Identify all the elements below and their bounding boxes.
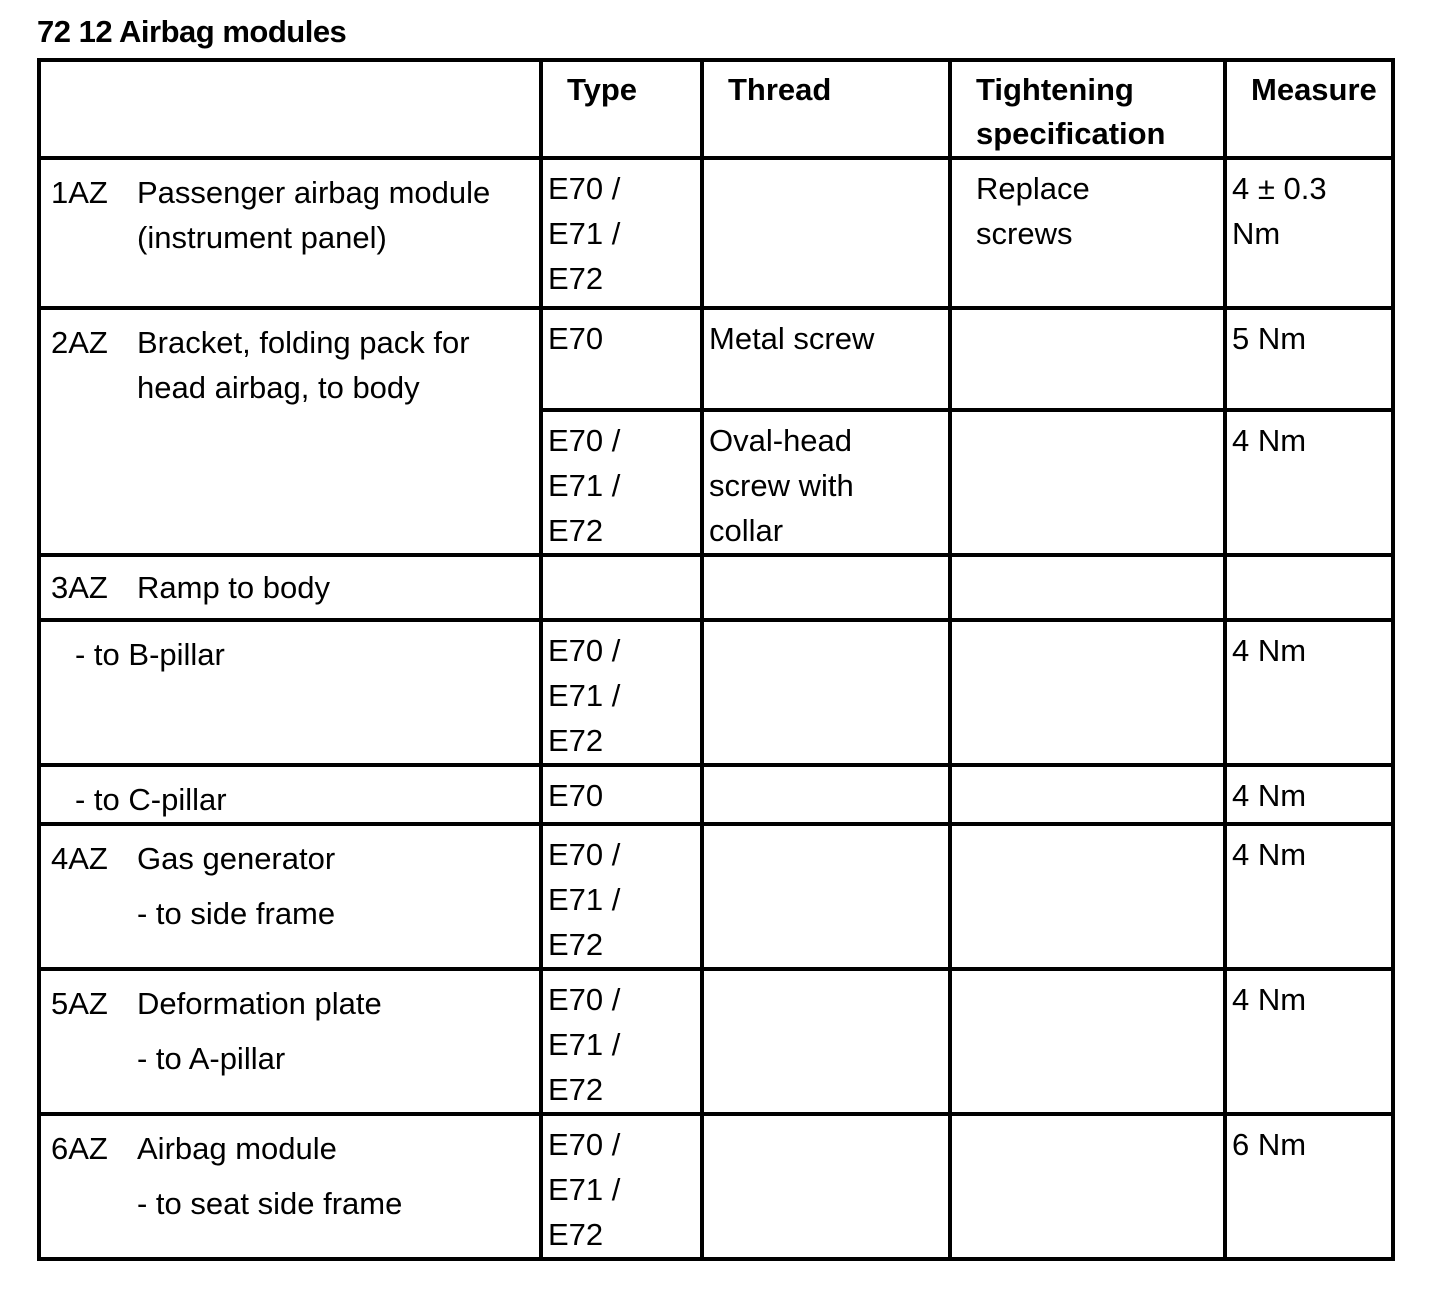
table-row bbox=[39, 308, 1393, 410]
type-cell bbox=[541, 555, 702, 620]
description-cell bbox=[39, 1114, 541, 1259]
item-description: Passenger airbag module (instrument panel) bbox=[137, 175, 491, 255]
spec-cell bbox=[950, 824, 1225, 969]
spec-cell: Replace screws bbox=[950, 158, 1225, 308]
header-tightening-line2: specification bbox=[976, 116, 1166, 151]
measure-cell: 4 Nm bbox=[1225, 824, 1393, 969]
item-description: - to B-pillar bbox=[75, 637, 225, 672]
item-code: 6AZ bbox=[51, 1131, 108, 1166]
type-cell: E70 / E71 / E72 bbox=[541, 824, 702, 969]
thread-cell: Metal screw bbox=[702, 308, 950, 410]
thread-cell bbox=[702, 765, 950, 824]
thread-cell bbox=[702, 620, 950, 765]
measure-cell: 4 Nm bbox=[1225, 620, 1393, 765]
table-row bbox=[39, 969, 1393, 1114]
item-code: 2AZ bbox=[51, 325, 108, 360]
description-cell bbox=[39, 158, 541, 308]
thread-cell bbox=[702, 158, 950, 308]
table-row bbox=[39, 1114, 1393, 1259]
type-cell: E70 bbox=[541, 308, 702, 410]
type-cell: E70 bbox=[541, 765, 702, 824]
measure-cell: 4 Nm bbox=[1225, 765, 1393, 824]
table-row bbox=[39, 555, 1393, 620]
item-code: 5AZ bbox=[51, 986, 108, 1021]
spec-cell bbox=[950, 969, 1225, 1114]
measure-cell: 4 ± 0.3 Nm bbox=[1225, 158, 1393, 308]
item-code: 4AZ bbox=[51, 841, 108, 876]
page-title: 72 12 Airbag modules bbox=[37, 14, 347, 49]
header-description bbox=[39, 60, 541, 158]
header-measure: Measure bbox=[1225, 60, 1393, 158]
item-description: Airbag module bbox=[137, 1131, 337, 1166]
description-cell bbox=[39, 765, 541, 824]
item-subdescription: - to A-pillar bbox=[137, 1041, 286, 1076]
measure-cell: 4 Nm bbox=[1225, 969, 1393, 1114]
table-row bbox=[39, 824, 1393, 969]
item-description: Bracket, folding pack for head airbag, to body bbox=[137, 325, 470, 405]
type-cell: E70 / E71 / E72 bbox=[541, 1114, 702, 1259]
header-tightening-line1: Tightening bbox=[976, 72, 1134, 107]
header-row bbox=[39, 60, 1393, 158]
spec-cell bbox=[950, 308, 1225, 410]
measure-cell: 6 Nm bbox=[1225, 1114, 1393, 1259]
spec-cell bbox=[950, 620, 1225, 765]
type-cell: E70 / E71 / E72 bbox=[541, 620, 702, 765]
description-cell bbox=[39, 620, 541, 765]
item-description: - to C-pillar bbox=[75, 782, 227, 817]
thread-cell bbox=[702, 824, 950, 969]
item-description: Gas generator bbox=[137, 841, 336, 876]
spec-cell bbox=[950, 555, 1225, 620]
table-row bbox=[39, 158, 1393, 308]
header-tightening bbox=[950, 60, 1225, 158]
torque-table bbox=[37, 58, 1395, 1261]
header-type: Type bbox=[541, 60, 702, 158]
item-code: 3AZ bbox=[51, 570, 108, 605]
spec-cell bbox=[950, 410, 1225, 555]
description-cell bbox=[39, 969, 541, 1114]
item-subdescription: - to side frame bbox=[137, 896, 336, 931]
measure-cell: 4 Nm bbox=[1225, 410, 1393, 555]
item-code: 1AZ bbox=[51, 175, 108, 210]
thread-cell: Oval-head screw with collar bbox=[702, 410, 950, 555]
measure-cell bbox=[1225, 555, 1393, 620]
spec-cell bbox=[950, 1114, 1225, 1259]
header-thread: Thread bbox=[702, 60, 950, 158]
description-cell bbox=[39, 308, 541, 555]
type-cell: E70 / E71 / E72 bbox=[541, 969, 702, 1114]
table-row bbox=[39, 765, 1393, 824]
table-row bbox=[39, 620, 1393, 765]
spec-cell bbox=[950, 765, 1225, 824]
item-subdescription: - to seat side frame bbox=[137, 1186, 403, 1221]
measure-cell: 5 Nm bbox=[1225, 308, 1393, 410]
description-cell bbox=[39, 555, 541, 620]
description-cell bbox=[39, 824, 541, 969]
thread-cell bbox=[702, 969, 950, 1114]
thread-cell bbox=[702, 1114, 950, 1259]
item-description: Deformation plate bbox=[137, 986, 382, 1021]
type-cell: E70 / E71 / E72 bbox=[541, 410, 702, 555]
type-cell: E70 / E71 / E72 bbox=[541, 158, 702, 308]
thread-cell bbox=[702, 555, 950, 620]
item-description: Ramp to body bbox=[137, 570, 330, 605]
